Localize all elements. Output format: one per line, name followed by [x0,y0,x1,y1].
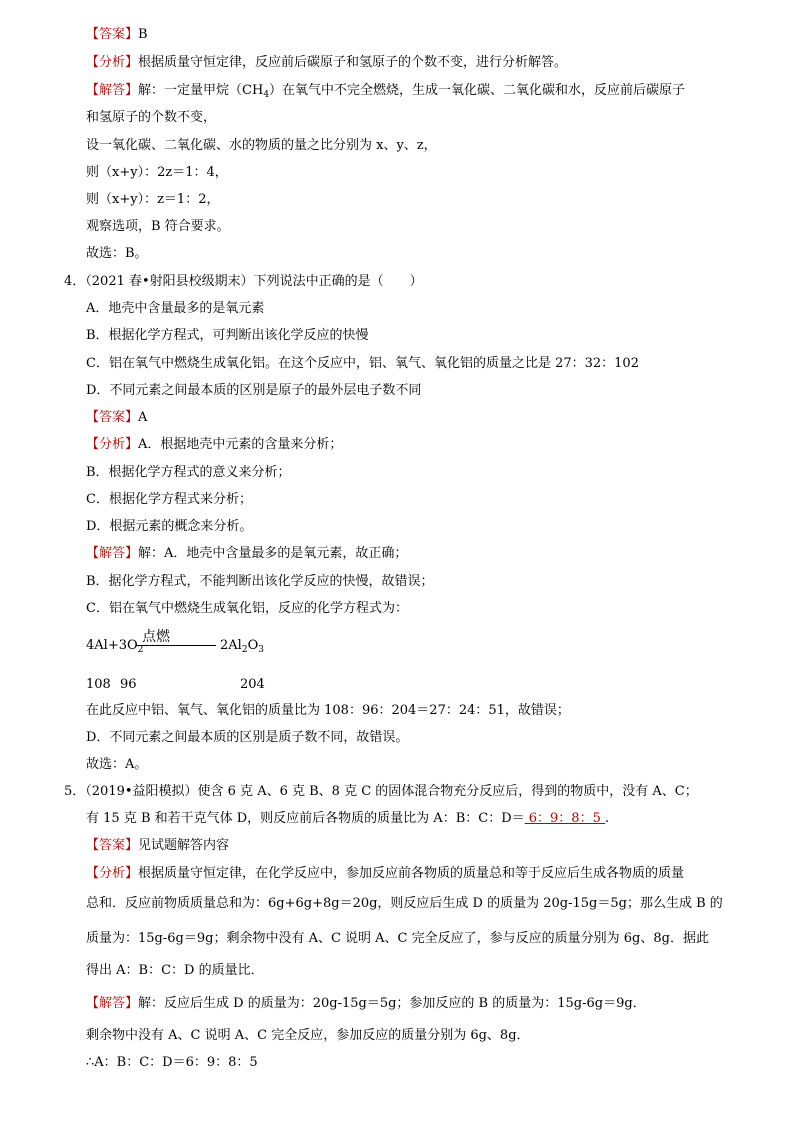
solution-line: 则（x+y）：2z＝1：4， [86,165,228,180]
answer-line-4 [86,410,147,426]
subscript: 4 [263,90,270,100]
option-b: B．根据化学方程式，可判断出该化学反应的快慢 [86,328,369,343]
reactants-text: 4Al+3O [86,638,138,653]
solution-line: B．据化学方程式，不能判断出该化学反应的快慢，故错误； [86,574,434,589]
analysis-line: 得出 A：B：C：D 的质量比． [86,963,264,978]
solution-line: C．铝在氧气中燃烧生成氧化铝，反应的化学方程式为： [86,601,408,616]
solution-line: 故选：B。 [86,246,148,261]
equation-condition: 点燃 [142,629,170,645]
solution-tag: 【解答】 [86,996,139,1011]
solution-line: 和氢原子的个数不变， [86,110,217,125]
option-c: C．铝在氧气中燃烧生成氧化铝。在这个反应中，铝、氧气、氧化铝的质量之比是 27：32：102 [86,356,639,371]
analysis-line: 质量为：15g-6g＝9g；剩余物中没有 A、C 说明 A、C 完全反应了，参与反应的质量分别为 6g、8g．据此 [86,931,709,946]
equation-reactants [86,638,143,653]
products-text: O [247,638,259,653]
solution-tag: 【解答】 [86,83,139,98]
chemical-equation [86,626,306,666]
answer-tag: 【答案】 [86,27,139,42]
products-text: 2Al [220,638,242,653]
analysis-tag: 【分析】 [86,437,139,452]
solution-line: ∴A：B：C：D＝6：9：8：5 [86,1055,258,1070]
fill-answer: 6：9：8：5 [524,811,605,826]
option-a: A．地壳中含量最多的是氧元素 [86,301,265,316]
question-4: 4．（2021 春•射阳县校级期末）下列说法中正确的是（ ） [64,274,423,289]
equation-arrow [136,645,216,646]
analysis-text: A．根据地壳中元素的含量来分析； [138,437,343,452]
question-5-end: . [604,811,610,826]
solution-line: 观察选项，B 符合要求。 [86,219,230,234]
solution-tag: 【解答】 [86,546,139,561]
solution-line-5 [86,996,646,1012]
mass-al: 108 [86,677,111,692]
solution-line-4 [86,546,407,562]
answer-text: B [138,27,148,42]
analysis-line: 总和．反应前物质质量总和为：6g+6g+8g＝20g，则反应后生成 D 的质量为 20g-15g＝5g；那么生成 B 的 [86,896,723,911]
analysis-line-5 [86,866,684,882]
answer-line-5 [86,838,229,854]
solution-line: D．不同元素之间最本质的区别是质子数不同，故错误。 [86,730,409,745]
solution-text-a: 解：一定量甲烷（CH [138,83,264,98]
answer-tag: 【答案】 [86,838,139,853]
solution-line: 故选：A。 [86,757,148,772]
question-5: 5．（2019•益阳模拟）使含 6 克 A、6 克 B、8 克 C 的固体混合物充分反应后，得到的物质中，没有 A、C； [64,784,698,799]
equation-products [220,638,264,653]
answer-text: A [138,410,148,425]
question-5-text: 有 15 克 B 和若干克气体 D，则反应前后各物质的质量比为 A：B：C：D＝ [86,811,525,826]
answer-line-3 [86,27,148,43]
mass-al2o3: 204 [240,677,265,692]
analysis-tag: 【分析】 [86,866,139,881]
analysis-line: B．根据化学方程式的意义来分析； [86,465,291,480]
mass-o2: 96 [120,677,137,692]
analysis-tag: 【分析】 [86,55,139,70]
analysis-line: D．根据元素的概念来分析。 [86,519,253,534]
analysis-text: 根据质量守恒定律，反应前后碳原子和氢原子的个数不变，进行分析解答。 [138,55,568,70]
subscript: 2 [241,645,248,655]
solution-line: 在此反应中铝、氧气、氧化铝的质量比为 108：96：204＝27：24：51，故错误； [86,703,570,718]
answer-tag: 【答案】 [86,410,139,425]
solution-line: 则（x+y）：z＝1：2， [86,192,220,207]
subscript: 2 [137,645,144,655]
solution-text: 解：A．地壳中含量最多的是氧元素，故正确； [138,546,408,561]
question-5-cont [86,811,609,827]
solution-line: 设一氧化碳、二氧化碳、水的物质的量之比分别为 x、y、z， [86,138,437,153]
solution-line: 剩余物中没有 A、C 说明 A、C 完全反应，参加反应的质量分别为 6g、8g． [86,1028,530,1043]
answer-text: 见试题解答内容 [138,838,230,853]
analysis-line: C．根据化学方程式来分析； [86,492,252,507]
option-d: D．不同元素之间最本质的区别是原子的最外层电子数不同 [86,383,422,398]
analysis-text: 根据质量守恒定律，在化学反应中，参加反应前各物质的质量总和等于反应后生成各物质的质量 [138,866,685,881]
solution-line-3 [86,83,685,99]
solution-text-b: ）在氧气中不完全燃烧，生成一氧化碳、二氧化碳和水，反应前后碳原子 [269,83,686,98]
analysis-line-4 [86,437,342,453]
solution-text: 解：反应后生成 D 的质量为：20g-15g＝5g；参加反应的 B 的质量为：15g-6g＝9g． [138,996,646,1011]
subscript: 3 [258,645,264,655]
analysis-line-3 [86,55,567,71]
